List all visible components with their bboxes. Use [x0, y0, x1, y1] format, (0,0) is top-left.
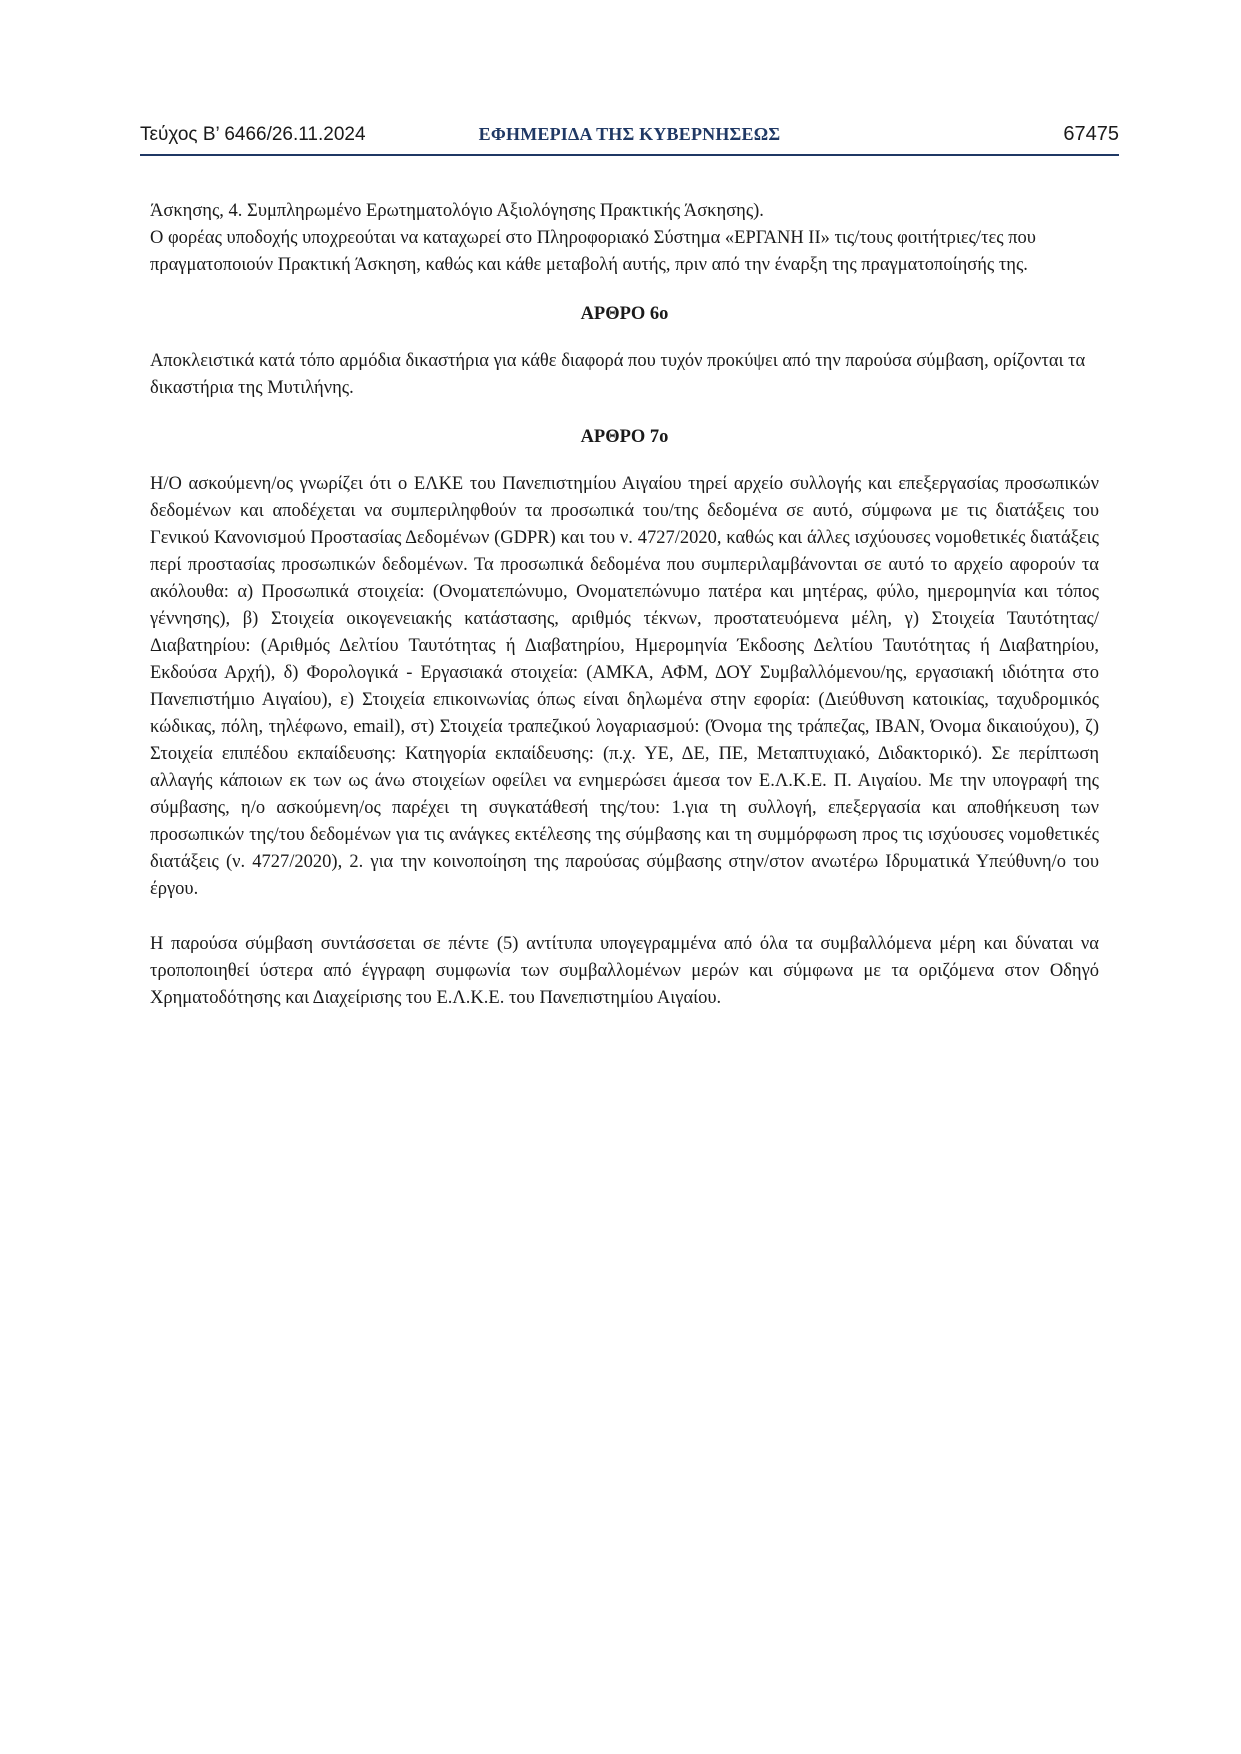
intro-paragraph: Ο φορέας υποδοχής υποχρεούται να καταχωρεί στο Πληροφοριακό Σύστημα «ΕΡΓΑΝΗ ΙΙ» τις/τους φοιτήτριες/τες που πραγματοποιούν Πρακτική Άσκηση, καθώς και κάθε μεταβολή αυτής, πριν από την έναρξη της πραγματοποίησής της. [150, 228, 1036, 275]
closing-paragraph: Η παρούσα σύμβαση συντάσσεται σε πέντε (5) αντίτυπα υπογεγραμμένα από όλα τα συμβαλλόμενα μέρη και δύναται να τροποποιηθεί ύστερα από έγγραφη συμφωνία των συμβαλλομένων μερών και σύμφωνα με τα οριζόμενα στον Οδηγό Χρηματοδότησης και Διαχείρισης του Ε.Λ.Κ.Ε. του Πανεπιστημίου Αιγαίου. [150, 934, 1099, 1008]
page-header [140, 120, 1119, 156]
gazette-title: ΕΦΗΜΕΡΙΔΑ ΤΗΣ ΚΥΒΕΡΝΗΣΕΩΣ [478, 124, 781, 144]
intro-line: Άσκησης, 4. Συμπληρωμένο Ερωτηματολόγιο Αξιολόγησης Πρακτικής Άσκησης). [150, 201, 764, 221]
document-body [150, 198, 1099, 1012]
page-number: 67475 [1063, 123, 1119, 145]
article-6-title: ΑΡΘΡΟ 6ο [580, 304, 669, 324]
issue-reference: Τεύχος Β’ 6466/26.11.2024 [140, 124, 366, 145]
article-7-text: Η/Ο ασκούμενη/ος γνωρίζει ότι ο ΕΛΚΕ του Πανεπιστημίου Αιγαίου τηρεί αρχείο συλλογής και επεξεργασίας προσωπικών δεδομένων και αποδέχεται να συμπεριληφθούν τα προσωπικά του/της δεδομένα σε αυτό, σύμφωνα με τις διατάξεις του Γενικού Κανονισμού Προστασίας Δεδομένων (GDPR) και του ν. 4727/2020, καθώς και άλλες ισχύουσες νομοθετικές διατάξεις περί προστασίας προσωπικών δεδομένων. Τα προσωπικά δεδομένα που συμπεριλαμβάνονται σε αυτό το αρχείο αφορούν τα ακόλουθα: α) Προσωπικά στοιχεία: (Ονοματεπώνυμο, Ονοματεπώνυμο πατέρα και μητέρας, φύλο, ημερομηνία και τόπος γέννησης), β) Στοιχεία οικογενειακής κατάστασης, αριθμός τέκνων, προστατευόμενα μέλη, γ) Στοιχεία Ταυτότητας/Διαβατηρίου: (Αριθμός Δελτίου Ταυτότητας ή Διαβατηρίου, Ημερομηνία Έκδοσης Δελτίου Ταυτότητας ή Διαβατηρίου, Εκδούσα Αρχή), δ) Φορολογικά - Εργασιακά στοιχεία: (ΑΜΚΑ, ΑΦΜ, ΔΟΥ Συμβαλλόμενου/ης, εργασιακή ιδιότητα στο Πανεπιστήμιο Αιγαίου), ε) Στοιχεία επικοινωνίας όπως είναι δηλωμένα στην εφορία: (Διεύθυνση κατοικίας, ταχυδρομικός κώδικας, πόλη, τηλέφωνο, email), στ) Στοιχεία τραπεζικού λογαριασμού: (Όνομα της τράπεζας, IBAN, Όνομα δικαιούχου), ζ) Στοιχεία επιπέδου εκπαίδευσης: Κατηγορία εκπαίδευσης: (π.χ. ΥΕ, ΔΕ, ΠΕ, Μεταπτυχιακό, Διδακτορικό). Σε περίπτωση αλλαγής κάποιων εκ των ως άνω στοιχείων οφείλει να ενημερώσει άμεσα τον Ε.Λ.Κ.Ε. Π. Αιγαίου. Με την υπογραφή της σύμβασης, η/ο ασκούμενη/ος παρέχει τη συγκατάθεσή της/του: 1.για τη συλλογή, επεξεργασία και αποθήκευση των προσωπικών της/του δεδομένων για τις ανάγκες εκτέλεσης της σύμβασης και τη συμμόρφωση προς τις ισχύουσες νομοθετικές διατάξεις (ν. 4727/2020), 2. για την κοινοποίηση της παρούσας σύμβασης στην/στον ανωτέρω Ιδρυματικά Υπεύθυνη/ο του έργου. [150, 474, 1099, 899]
article-7-title: ΑΡΘΡΟ 7ο [580, 427, 669, 447]
article-6-text: Αποκλειστικά κατά τόπο αρμόδια δικαστήρια για κάθε διαφορά που τυχόν προκύψει από την παρούσα σύμβαση, ορίζονται τα δικαστήρια της Μυτιλήνης. [150, 351, 1086, 398]
